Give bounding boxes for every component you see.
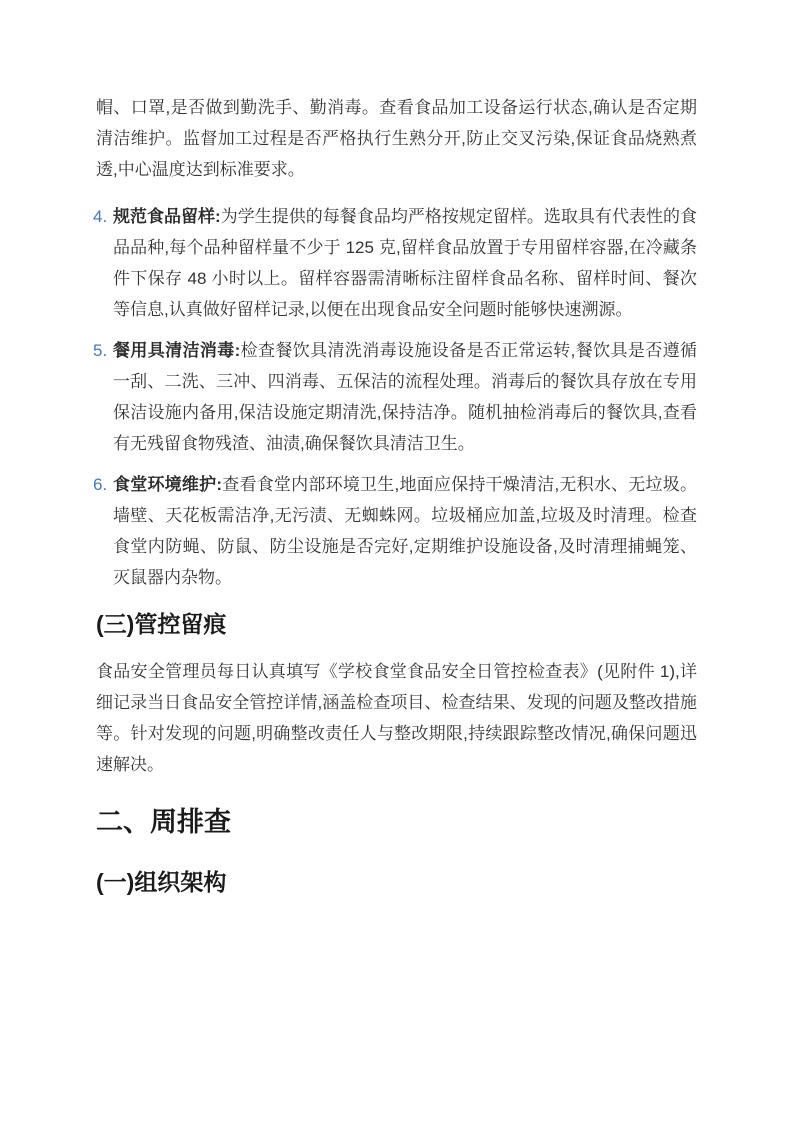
list-item-term: 食堂环境维护: bbox=[113, 475, 223, 494]
section-heading-control-records: (三)管控留痕 bbox=[96, 611, 227, 637]
list-item-number: 6. bbox=[93, 475, 108, 494]
list-item-4 bbox=[93, 201, 697, 325]
list-item-5 bbox=[93, 335, 697, 459]
list-item-text: 为学生提供的每餐食品均严格按规定留样。选取具有代表性的食品品种,每个品种留样量不少于 125 克,留样食品放置于专用留样容器,在冷藏条件下保存 48 小时以上。留样容器需清晰标注留样食品名称、留样时间、餐次等信息,认真做好留样记录,以便在出现食品安全问题时能够快速溯源。 bbox=[113, 207, 697, 319]
list-item-text: 检查餐饮具清洗消毒设施设备是否正常运转,餐饮具是否遵循一刮、二洗、三冲、四消毒、五保洁的流程处理。消毒后的餐饮具存放在专用保洁设施内备用,保洁设施定期清洗,保持洁净。随机抽检消毒后的餐饮具,查看有无残留食物残渣、油渍,确保餐饮具清洁卫生。 bbox=[113, 341, 697, 453]
list-item-number: 4. bbox=[93, 207, 108, 226]
section-heading-organization-structure: (一)组织架构 bbox=[96, 869, 227, 895]
list-item-text: 查看食堂内部环境卫生,地面应保持干燥清洁,无积水、无垃圾。墙壁、天花板需洁净,无污渍、无蜘蛛网。垃圾桶应加盖,垃圾及时清理。检查食堂内防蝇、防鼠、防尘设施是否完好,定期维护设施设备,及时清理捕蝇笼、灭鼠器内杂物。 bbox=[113, 475, 697, 587]
list-item-number: 5. bbox=[93, 341, 108, 360]
intro-paragraph: 帽、口罩,是否做到勤洗手、勤消毒。查看食品加工设备运行状态,确认是否定期清洁维护。监督加工过程是否严格执行生熟分开,防止交叉污染,保证食品烧熟煮透,中心温度达到标准要求。 bbox=[96, 98, 697, 179]
list-item-term: 规范食品留样: bbox=[113, 207, 221, 226]
daily-inspection-list bbox=[93, 201, 697, 593]
control-records-paragraph: 食品安全管理员每日认真填写《学校食堂食品安全日管控检查表》(见附件 1),详细记录当日食品安全管控详情,涵盖检查项目、检查结果、发现的问题及整改措施等。针对发现的问题,明确整改责任人与整改期限,持续跟踪整改情况,确保问题迅速解决。 bbox=[96, 662, 697, 774]
list-item-term: 餐用具清洁消毒: bbox=[113, 341, 241, 360]
list-item-6 bbox=[93, 469, 697, 593]
chapter-heading-weekly-inspection: 二、周排查 bbox=[96, 807, 231, 837]
